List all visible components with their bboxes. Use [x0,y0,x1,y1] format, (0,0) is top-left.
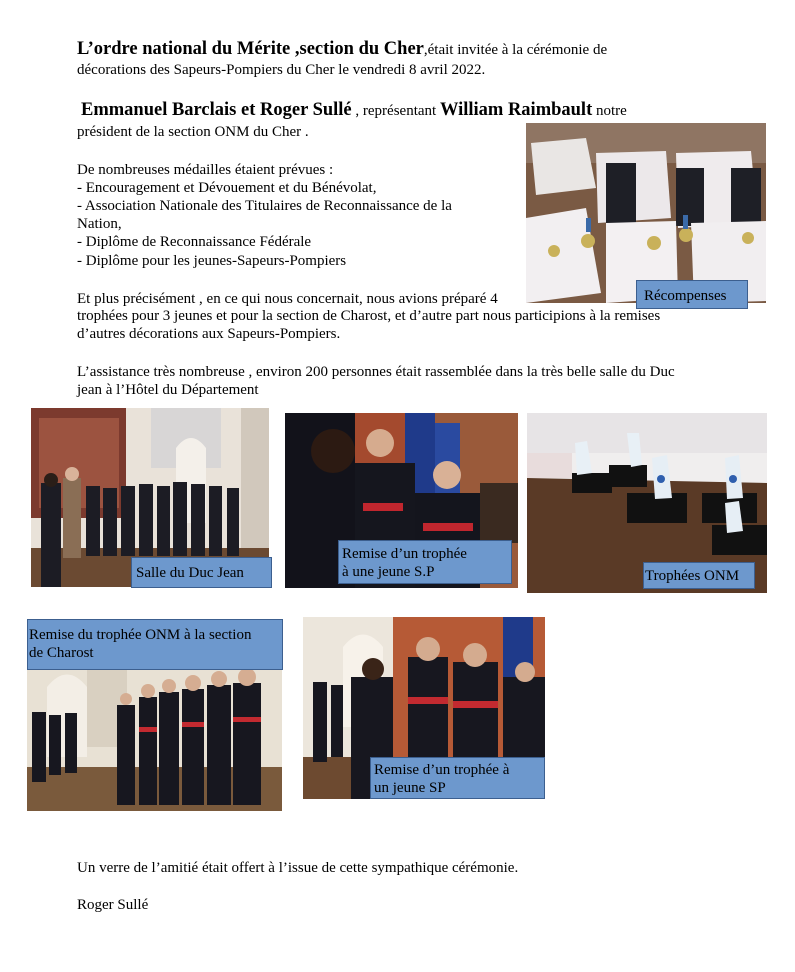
caption-charost-line-1: Remise du trophée ONM à la section [29,627,252,643]
president-name: William Raimbault [439,100,593,120]
closing-text: Un verre de l’amitié était offert à l’issue de cette sympathique cérémonie. [77,860,519,876]
caption-recompenses: Récompenses [636,280,748,309]
assembly-line: L’assistance très nombreuse , environ 200 personnes était rassemblée dans la très belle salle du Duc [77,364,675,380]
caption-charost [27,619,283,670]
medals-photo [526,123,766,303]
medals-intro: De nombreuses médailles étaient prévues : [77,162,334,178]
caption-remise-1-line-1: Remise d’un trophée [342,546,467,562]
medal-item: - Association Nationale des Titulaires de Reconnaissance de la [77,198,452,214]
intro-line-2: décorations des Sapeurs-Pompiers du Cher le vendredi 8 avril 2022. [77,62,486,78]
caption-charost-line-2: de Charost [29,645,94,661]
caption-remise-2-line-2: un jeune SP [374,780,446,796]
intro-line-1 [77,40,607,60]
medal-item: Nation, [77,216,122,232]
trophies-line: trophées pour 3 jeunes et pour la section de Charost, et d’autre part nous participions à la remises [77,308,661,324]
medal-item: - Diplôme pour les jeunes-Sapeurs-Pompiers [77,253,347,269]
signature: Roger Sullé [77,897,149,913]
president-line: président de la section ONM du Cher . [77,124,309,140]
representing-text: , représentant [351,103,440,119]
caption-remise-2 [370,757,545,799]
trophies-line: Et plus précisément , en ce qui nous concernait, nous avions préparé 4 [77,291,498,307]
caption-trophees: Trophées ONM [643,562,755,589]
intro-rest: ,était invitée à la cérémonie de [423,42,608,58]
representative-names: Emmanuel Barclais et Roger Sullé [81,100,352,120]
medal-item: - Diplôme de Reconnaissance Fédérale [77,234,312,250]
charost-photo [27,667,282,811]
representatives-line [77,101,627,121]
caption-remise-1-line-2: à une jeune S.P [342,564,435,580]
org-name: L’ordre national du Mérite ,section du Cher [77,39,424,59]
trophies-line: d’autres décorations aux Sapeurs-Pompiers. [77,326,341,342]
medal-item: - Encouragement et Dévouement et du Bénévolat, [77,180,377,196]
caption-salle: Salle du Duc Jean [131,557,272,588]
representing-after: notre [592,103,627,119]
caption-remise-2-line-1: Remise d’un trophée à [374,762,510,778]
assembly-line: jean à l’Hôtel du Département [77,382,259,398]
caption-remise-1 [338,540,512,584]
